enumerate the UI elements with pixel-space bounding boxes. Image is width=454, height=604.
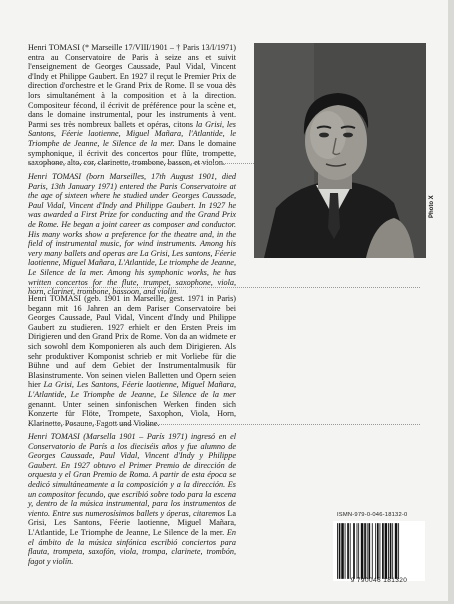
composer-portrait <box>254 43 426 258</box>
bio-german-works: La Grisi, Les Santons, Féerie laotienne, Miguel Mañara, L'Atlantide, Le Triomphe de Jeanne, Le Silence de la mer <box>28 380 236 399</box>
ismn-number: ISMN-979-0-046-18132-0 <box>337 512 408 518</box>
bio-french-symphonic: Dans le domaine symphonique, il écrivit des concertos pour flûte, trompette, saxophone, alto, cor, clarinette, trombone, basson, et violon. <box>28 138 236 168</box>
bio-spanish-works: La Grisi, Les Santons, Féerie laotienne, Miguel Mañara, L'Atlantide, Le Triomphe de Jeanne, Le Silence de la mer. <box>28 508 237 537</box>
bio-french-works: la Grisi, les Santons, Féerie laotienne, Miguel Mañara, l'Atlantide, le Triomphe de Jeanne, le Silence de la mer. <box>28 119 236 148</box>
bio-english-text: Henri TOMASI (born Marseilles, 17th August 1901, died Paris, 13th January 1971) entered the Paris Conservatoire at the age of sixteen where he studied under Georges Caussade, Paul Vidal, Vincent d'Indy and Philippe Gaubert. In 1927 he was awarded a First Prize for conducting and the Grand Prix de Rome. He began a joint career as composer and conductor. His many works show a preference for the theatre and, in the field of instrumental music, for wind instruments. Among his very many ballets and operas are La Grisi, Les santons, Féerie laotienne, Miguel Mañara, L'Atlantide, Le triomphe de Jeanne, Le Silence de la mer. Among his symphonic works, he has written concertos for the flute, trumpet, saxophone, viola, horn, clarinet, trombone, bassoon, and violin. <box>28 172 236 297</box>
bio-french-text: Henri TOMASI (* Marseille 17/VIII/1901 – † Paris 13/I/1971) entra au Conservatoire de Paris à seize ans et suivit l'enseignement de Georges Caussade, Paul Vidal, Vincent d'Indy et Philippe Gaubert. En 1927 il reçut le Premier Prix de direction d'orchestre et le Grand Prix de Rome. Il se voua dès lors simultanément à la composition et à la direction. Compositeur fécond, il écrivit de préférence pour la scène et, dans le domaine instrumental, pour les instruments à vent. Parmi ses très nombreux ballets et opéras, citons <box>28 43 236 129</box>
bio-spanish <box>28 432 236 566</box>
divider <box>28 287 420 288</box>
barcode <box>333 521 425 581</box>
bio-spanish-symphonic: En el ámbito de la música sinfónica escribió conciertos para flauta, trompeta, saxofón, viola, trompa, clarinete, trombón, fagot y violín. <box>28 527 236 566</box>
divider <box>28 424 420 425</box>
bio-english <box>28 172 236 297</box>
barcode-digits: 9 790046 181320 <box>350 577 408 584</box>
bio-german-text: Henri TOMASI (geb. 1901 in Marseille, gest. 1971 in Paris) begann mit 16 Jahren an dem Pariser Conservatoire bei Georges Caussade, Paul Vidal, Vincent d'Indy und Philippe Gaubert zu studieren. 1927 erhielt er den Ersten Preis im Dirigieren und den Grand Prix de Rome. Von da an widmete er sich sowohl dem Komponieren als auch dem Dirigieren. Als sehr produktiver Komponist schrieb er mit Vorliebe für die Bühne und auf dem Gebiet der Instrumentalmusik für Blasinstrumente. Von seinen vielen Balletten und Opern seien hier <box>28 294 236 390</box>
bio-french <box>28 43 236 168</box>
bio-german <box>28 294 236 428</box>
bio-spanish-text: Henri TOMASI (Marsella 1901 – París 1971) ingresó en el Conservatorio de París a los dieciséis años y fue alumno de Georges Caussade, Paul Vidal, Vincent d'Indy y Philippe Gaubert. En 1927 obtuvo el Primer Premio de dirección de orquesta y el Gran Premio de Roma. A partir de esta época se dedicó simultáneamente a la composición y a la dirección. Es un compositor fecundo, que escribió sobre todo para la escena y, dentro de la música instrumental, para los instrumentos de viento. Entre sus numerosísimos ballets y óperas, citaremos <box>28 432 236 518</box>
bio-german-symphonic: genannt. Unter seinen sinfonischen Werken finden sich Konzerte für Flöte, Trompete, Saxophon, Viola, Horn, Klarinette, Posaune, Fagott und Violine. <box>28 399 236 428</box>
photo-credit: Photo X <box>429 195 435 218</box>
